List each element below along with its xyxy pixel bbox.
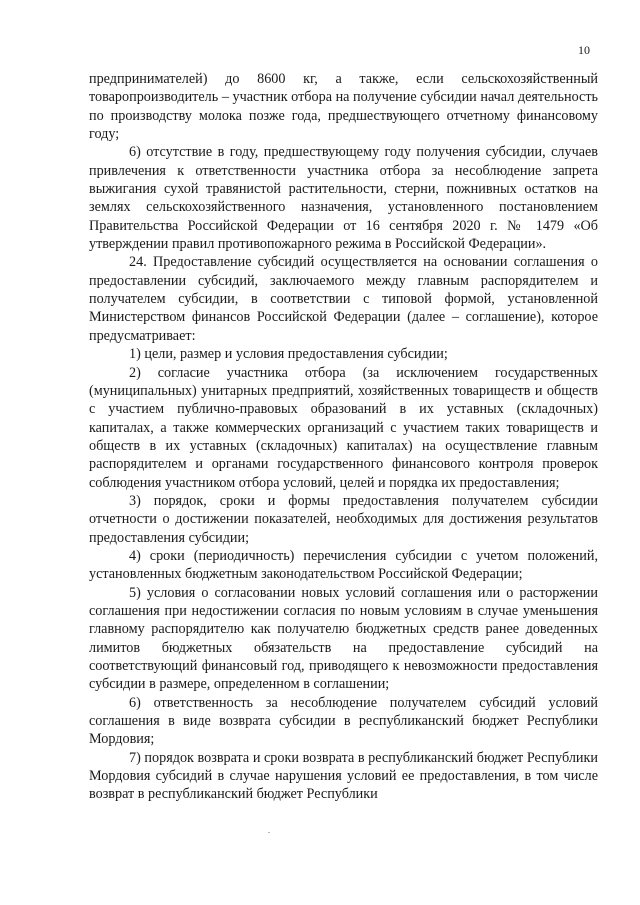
paragraph: предпринимателей) до 8600 кг, а также, если сельскохозяйственный товаропроизводитель – участник отбора на получение субсидии начал деятельность по производству молока позже года, предшествующего отчетному финансовому году;	[89, 71, 598, 143]
paragraph: 6) ответственность за несоблюдение получателем субсидий условий соглашения в виде возврата субсидии в республиканский бюджет Республики Мордовия;	[89, 694, 598, 748]
paragraph: 24. Предоставление субсидий осуществляется на основании соглашения о предоставлении субсидий, заключаемого между главным распорядителем и получателем субсидии, в соответствии с типовой формой, установленной Министерством финансов Российской Федерации (далее – соглашение), которое предусматривает:	[89, 254, 598, 344]
paragraph: 4) сроки (периодичность) перечисления субсидии с учетом положений, установленных бюджетным законодательством Российской Федерации;	[89, 547, 598, 583]
page-number: 10	[578, 43, 590, 57]
paragraph: 5) условия о согласовании новых условий соглашения или о расторжении соглашения при недостижении согласия по новым условиям в случае уменьшения главному распорядителю как получателю бюджетных средств ранее доведенных лимитов бюджетных обязательств на предоставление субсидий на соответствующий финансовый год, приводящего к невозможности предоставления субсидии в размере, определенном в соглашении;	[89, 584, 598, 693]
paragraph: 2) согласие участника отбора (за исключением государственных (муниципальных) унитарных предприятий, хозяйственных товариществ и обществ с участием публично-правовых образований в их уставных (складочных) капиталах, а также коммерческих организаций с участием таких товариществ и обществ в их уставных (складочных) капиталах) на осуществление главным распорядителем и органами государственного финансового контроля проверок соблюдения участником отбора условий, целей и порядка их предоставления;	[89, 364, 598, 491]
scan-speck	[268, 832, 270, 833]
paragraph: 3) порядок, сроки и формы предоставления получателем субсидии отчетности о достижении показателей, необходимых для достижения результатов предоставления субсидии;	[89, 492, 598, 546]
paragraph: 6) отсутствие в году, предшествующему году получения субсидии, случаев привлечения к ответственности участника отбора за несоблюдение запрета выжигания сухой травянистой растительности, стерни, пожнивных остатков на землях сельскохозяйственного назначения, установленного постановлением Правительства Российской Федерации от 16 сентября 2020 г. № 1479 «Об утверждении правил противопожарного режима в Российской Федерации».	[89, 144, 598, 253]
document-body	[89, 70, 598, 804]
paragraph: 7) порядок возврата и сроки возврата в республиканский бюджет Республики Мордовия субсидий в случае нарушения условий ее предоставления, в том числе возврат в республиканский бюджет Республики	[89, 749, 598, 803]
paragraph: 1) цели, размер и условия предоставления субсидии;	[129, 346, 448, 363]
